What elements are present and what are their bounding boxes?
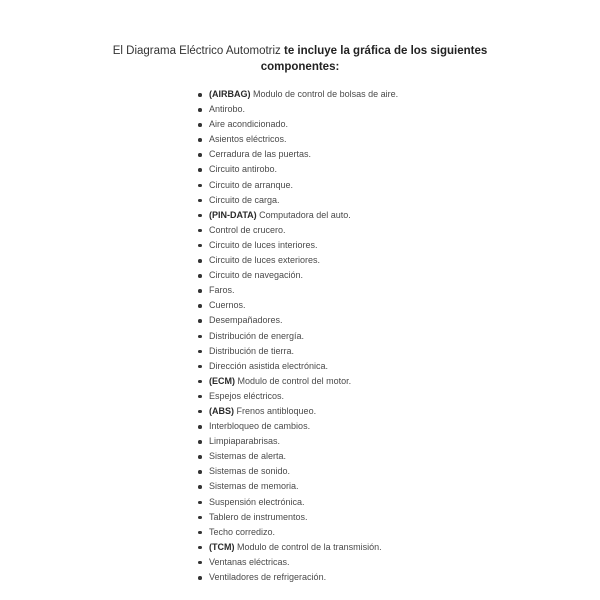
list-item [198, 178, 398, 193]
bullet-icon [198, 516, 202, 520]
bullet-icon [198, 199, 202, 203]
list-item [198, 434, 398, 449]
item-code: (ECM) [209, 375, 235, 386]
list-item [198, 449, 398, 464]
list-item [198, 540, 398, 555]
item-text: Ventanas eléctricas. [209, 556, 290, 567]
list-item [198, 359, 398, 374]
item-text: Circuito de arranque. [209, 179, 294, 190]
list-item [198, 253, 398, 268]
item-code: (TCM) [209, 541, 235, 552]
item-text: Cerradura de las puertas. [209, 149, 312, 160]
item-text: Circuito de carga. [209, 194, 280, 205]
list-item [198, 117, 398, 132]
bullet-icon [198, 470, 202, 474]
item-text: Suspensión electrónica. [209, 496, 305, 507]
intro-line-1 [60, 43, 540, 59]
item-text: Espejos eléctricos. [209, 390, 285, 401]
bullet-icon [198, 319, 202, 323]
list-item [198, 268, 398, 283]
list-item [198, 193, 398, 208]
item-text: Limpiaparabrisas. [209, 436, 281, 447]
item-text: Circuito de luces exteriores. [209, 255, 321, 266]
bullet-icon [198, 546, 202, 550]
bullet-icon [198, 576, 202, 580]
bullet-icon [198, 501, 202, 505]
list-item [198, 132, 398, 147]
bullet-icon [198, 214, 202, 218]
item-text: Distribución de tierra. [209, 345, 295, 356]
item-text: Frenos antibloqueo. [236, 405, 317, 416]
list-item [198, 419, 398, 434]
intro-normal-text: El Diagrama Eléctrico Automotriz [112, 45, 281, 57]
item-text: Circuito de navegación. [209, 270, 304, 281]
intro-line-2: componentes: [260, 61, 340, 73]
list-item [198, 283, 398, 298]
item-text: Asientos eléctricos. [209, 134, 287, 145]
bullet-icon [198, 440, 202, 444]
item-text: Sistemas de memoria. [209, 481, 299, 492]
item-text: Tablero de instrumentos. [209, 511, 308, 522]
list-item [198, 87, 398, 102]
list-item [198, 223, 398, 238]
item-text: Antirobo. [209, 104, 246, 115]
list-item [198, 510, 398, 525]
item-text: Modulo de control de bolsas de aire. [253, 89, 399, 99]
item-code: (ABS) [209, 405, 234, 416]
list-item [198, 147, 398, 162]
item-text: Circuito antirobo. [209, 164, 278, 175]
item-text: Sistemas de sonido. [209, 466, 291, 477]
item-text: Modulo de control de la transmisión. [237, 541, 382, 552]
bullet-icon [198, 335, 202, 339]
item-text: Aire acondicionado. [209, 119, 289, 130]
bullet-icon [198, 229, 202, 233]
component-list [198, 87, 398, 585]
bullet-icon [198, 274, 202, 278]
bullet-icon [198, 395, 202, 399]
bullet-icon [198, 93, 202, 97]
bullet-icon [198, 108, 202, 112]
list-item [198, 555, 398, 570]
item-text: Techo corredizo. [209, 526, 276, 537]
list-item [198, 570, 398, 585]
bullet-icon [198, 168, 202, 172]
list-item [198, 374, 398, 389]
item-text: Interbloqueo de cambios. [209, 421, 311, 432]
list-item [198, 389, 398, 404]
list-item [198, 479, 398, 494]
item-code: (AIRBAG) [209, 89, 251, 99]
item-text: Sistemas de alerta. [209, 451, 287, 462]
list-item [198, 525, 398, 540]
bullet-icon [198, 350, 202, 354]
bullet-icon [198, 289, 202, 293]
bullet-icon [198, 123, 202, 127]
bullet-icon [198, 304, 202, 308]
item-code: (PIN-DATA) [209, 209, 257, 220]
item-text: Cuernos. [209, 300, 246, 311]
item-text: Computadora del auto. [259, 209, 351, 220]
bullet-icon [198, 531, 202, 535]
item-text: Ventiladores de refrigeración. [209, 572, 327, 582]
intro-heading [60, 43, 540, 75]
list-item [198, 208, 398, 223]
bullet-icon [198, 244, 202, 248]
list-item [198, 298, 398, 313]
list-item [198, 404, 398, 419]
item-text: Desempañadores. [209, 315, 283, 326]
list-item [198, 329, 398, 344]
item-text: Faros. [209, 285, 235, 296]
list-item [198, 313, 398, 328]
item-text: Control de crucero. [209, 224, 286, 235]
bullet-icon [198, 455, 202, 459]
list-item [198, 495, 398, 510]
bullet-icon [198, 259, 202, 263]
bullet-icon [198, 410, 202, 414]
bullet-icon [198, 365, 202, 369]
item-text: Dirección asistida electrónica. [209, 360, 329, 371]
item-text: Distribución de energía. [209, 330, 305, 341]
list-item [198, 464, 398, 479]
bullet-icon [198, 138, 202, 142]
bullet-icon [198, 485, 202, 489]
list-item [198, 238, 398, 253]
list-item [198, 102, 398, 117]
bullet-icon [198, 153, 202, 157]
bullet-icon [198, 380, 202, 384]
list-item [198, 344, 398, 359]
intro-bold-text: te incluye la gráfica de los siguientes [284, 45, 488, 57]
bullet-icon [198, 184, 202, 188]
item-text: Circuito de luces interiores. [209, 239, 318, 250]
list-item [198, 162, 398, 177]
bullet-icon [198, 561, 202, 565]
bullet-icon [198, 425, 202, 429]
item-text: Modulo de control del motor. [237, 375, 352, 386]
